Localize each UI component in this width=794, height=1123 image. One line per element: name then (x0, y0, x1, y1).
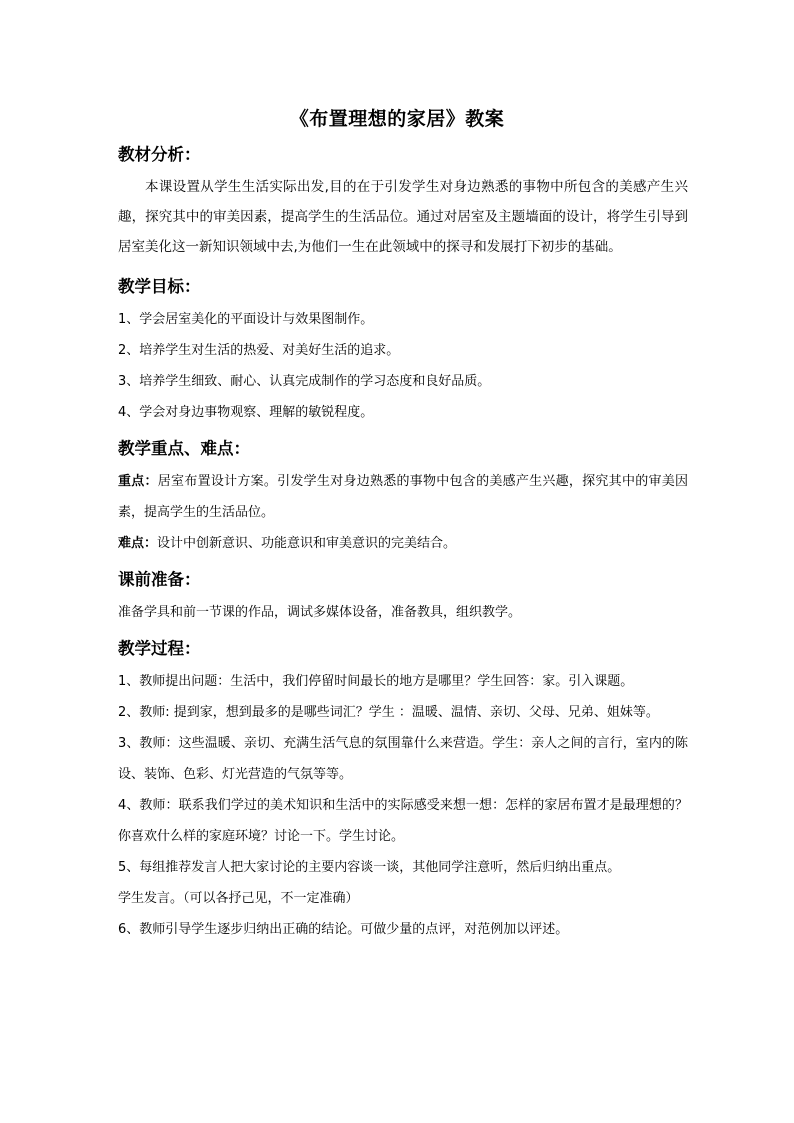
process-item: 2、教师: 提到家，想到最多的是哪些词汇？学生 ：温暖、温情、亲切、父母、兄弟、姐妹等。 (118, 705, 659, 720)
difficulty-paragraph (118, 528, 688, 559)
key-point-label: 重点： (118, 474, 158, 489)
key-point-paragraph (118, 466, 688, 528)
process-item: 6、教师引导学生逐步归纳出正确的结论。可做少量的点评，对范例加以评述。 (118, 922, 569, 937)
process-item: 学生发言。（可以各抒己见，不一定准确） (118, 891, 359, 906)
goal-item: 4、学会对身边事物观察、理解的敏锐程度。 (118, 405, 374, 420)
goal-item: 1、学会居室美化的平面设计与效果图制作。 (118, 312, 374, 327)
section-heading-analysis: 教材分析： (118, 145, 201, 164)
document-body (118, 144, 688, 945)
section-heading-goals: 教学目标： (118, 277, 201, 296)
prep-paragraph: 准备学具和前一节课的作品，调试多媒体设备，准备教具，组织教学。 (118, 605, 522, 620)
section-heading-keypoints: 教学重点、难点： (118, 439, 250, 458)
process-item: 4、教师：联系我们学过的美术知识和生活中的实际感受来想一想：怎样的家居布置才是最理想的？你喜欢什么样的家庭环境？讨论一下。学生讨论。 (118, 798, 688, 844)
section-heading-prep: 课前准备： (118, 570, 201, 589)
process-item: 1、教师提出问题：生活中，我们停留时间最长的地方是哪里？学生回答：家。引入课题。 (118, 674, 634, 689)
goal-item: 2、培养学生对生活的热爱、对美好生活的追求。 (118, 343, 400, 358)
difficulty-text: 设计中创新意识、功能意识和审美意识的完美结合。 (157, 536, 457, 551)
process-item: 5、每组推荐发言人把大家讨论的主要内容谈一谈，其他同学注意听，然后归纳出重点。 (118, 860, 621, 875)
section-heading-process: 教学过程： (118, 639, 201, 658)
difficulty-label: 难点： (118, 536, 158, 551)
process-item: 3、教师：这些温暖、亲切、充满生活气息的氛围靠什么来营造。学生：亲人之间的言行，室内的陈设、装饰、色彩、灯光营造的气氛等等。 (118, 736, 688, 782)
analysis-paragraph: 本课设置从学生生活实际出发,目的在于引发学生对身边熟悉的事物中所包含的美感产生兴趣，探究其中的审美因素，提高学生的生活品位。通过对居室及主题墙面的设计，将学生引导到居室美化这一新知识领域中去,为他们一生在此领域中的探寻和发展打下初步的基础。 (118, 179, 688, 255)
document-title: 《布置理想的家居》教案 (289, 108, 505, 130)
goal-item: 3、培养学生细致、耐心、认真完成制作的学习态度和良好品质。 (118, 374, 491, 389)
key-point-text: 居室布置设计方案。引发学生对身边熟悉的事物中包含的美感产生兴趣，探究其中的审美因素，提高学生的生活品位。 (118, 474, 688, 520)
